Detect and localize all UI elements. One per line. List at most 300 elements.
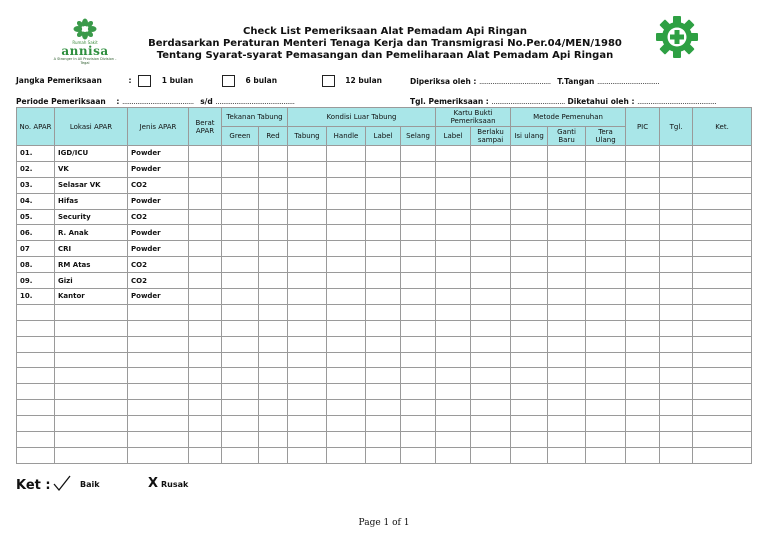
cell-no[interactable]: 03. — [17, 177, 55, 193]
cell-blank[interactable] — [660, 225, 693, 241]
cell-blank[interactable] — [401, 416, 436, 432]
cell-blank[interactable] — [288, 177, 327, 193]
cell-blank[interactable] — [586, 177, 626, 193]
cell-blank[interactable] — [548, 225, 586, 241]
cell-jenis[interactable]: CO2 — [128, 209, 189, 225]
cell-blank[interactable] — [626, 368, 660, 384]
tgl-field[interactable]: ....................................... — [491, 97, 565, 106]
cell-blank[interactable] — [366, 289, 401, 305]
cell-blank[interactable] — [366, 384, 401, 400]
cell-blank[interactable] — [327, 432, 366, 448]
cell-blank[interactable] — [259, 336, 288, 352]
cell-blank[interactable] — [366, 209, 401, 225]
cell-blank[interactable] — [660, 400, 693, 416]
cell-blank[interactable] — [222, 289, 259, 305]
cell-jenis[interactable] — [128, 400, 189, 416]
cell-blank[interactable] — [586, 225, 626, 241]
cell-blank[interactable] — [471, 273, 511, 289]
cell-jenis[interactable]: CO2 — [128, 273, 189, 289]
cell-blank[interactable] — [693, 209, 752, 225]
cell-lokasi[interactable]: Kantor — [55, 289, 128, 305]
cell-blank[interactable] — [401, 384, 436, 400]
cell-lokasi[interactable]: Security — [55, 209, 128, 225]
cell-blank[interactable] — [436, 241, 471, 257]
cell-blank[interactable] — [366, 161, 401, 177]
cell-blank[interactable] — [436, 193, 471, 209]
cell-jenis[interactable]: Powder — [128, 193, 189, 209]
cell-blank[interactable] — [401, 368, 436, 384]
cell-blank[interactable] — [660, 146, 693, 162]
cell-blank[interactable] — [511, 304, 548, 320]
cell-blank[interactable] — [511, 146, 548, 162]
cell-lokasi[interactable]: IGD/ICU — [55, 146, 128, 162]
cell-blank[interactable] — [366, 241, 401, 257]
cell-blank[interactable] — [693, 352, 752, 368]
cell-blank[interactable] — [660, 447, 693, 463]
cell-blank[interactable] — [548, 400, 586, 416]
cell-blank[interactable] — [436, 273, 471, 289]
cell-blank[interactable] — [693, 177, 752, 193]
cell-blank[interactable] — [401, 432, 436, 448]
cell-blank[interactable] — [222, 336, 259, 352]
periode-end-field[interactable]: .......................................... — [215, 97, 295, 106]
cell-no[interactable] — [17, 447, 55, 463]
cell-blank[interactable] — [693, 225, 752, 241]
cell-blank[interactable] — [327, 225, 366, 241]
cell-blank[interactable] — [401, 209, 436, 225]
cell-blank[interactable] — [660, 177, 693, 193]
cell-blank[interactable] — [259, 352, 288, 368]
cell-blank[interactable] — [327, 289, 366, 305]
cell-blank[interactable] — [259, 432, 288, 448]
cell-blank[interactable] — [660, 209, 693, 225]
cell-blank[interactable] — [693, 241, 752, 257]
cell-blank[interactable] — [189, 368, 222, 384]
cell-blank[interactable] — [548, 384, 586, 400]
cell-blank[interactable] — [660, 384, 693, 400]
cell-blank[interactable] — [626, 225, 660, 241]
cell-blank[interactable] — [327, 352, 366, 368]
cell-blank[interactable] — [436, 209, 471, 225]
diperiksa-field[interactable]: ...................................... — [479, 77, 551, 86]
cell-blank[interactable] — [693, 193, 752, 209]
cell-blank[interactable] — [660, 304, 693, 320]
cell-blank[interactable] — [401, 146, 436, 162]
cell-blank[interactable] — [222, 193, 259, 209]
cell-blank[interactable] — [693, 400, 752, 416]
cell-blank[interactable] — [660, 416, 693, 432]
cell-blank[interactable] — [288, 146, 327, 162]
cell-blank[interactable] — [288, 209, 327, 225]
cell-blank[interactable] — [586, 416, 626, 432]
cell-blank[interactable] — [222, 352, 259, 368]
cell-blank[interactable] — [222, 368, 259, 384]
tangan-field[interactable]: ................................. — [597, 77, 660, 86]
cell-blank[interactable] — [189, 400, 222, 416]
cell-blank[interactable] — [222, 384, 259, 400]
cell-lokasi[interactable] — [55, 432, 128, 448]
cell-blank[interactable] — [436, 304, 471, 320]
cell-blank[interactable] — [288, 416, 327, 432]
cell-blank[interactable] — [366, 146, 401, 162]
cell-blank[interactable] — [222, 257, 259, 273]
cell-blank[interactable] — [189, 416, 222, 432]
cell-blank[interactable] — [259, 273, 288, 289]
cell-blank[interactable] — [471, 289, 511, 305]
cell-blank[interactable] — [693, 320, 752, 336]
cell-blank[interactable] — [366, 320, 401, 336]
cell-blank[interactable] — [693, 257, 752, 273]
cell-blank[interactable] — [436, 368, 471, 384]
cell-blank[interactable] — [436, 447, 471, 463]
cell-blank[interactable] — [586, 368, 626, 384]
cell-blank[interactable] — [327, 146, 366, 162]
periode-start-field[interactable]: ...................................... — [122, 97, 194, 106]
cell-blank[interactable] — [222, 320, 259, 336]
cell-blank[interactable] — [401, 400, 436, 416]
cell-no[interactable]: 04. — [17, 193, 55, 209]
cell-blank[interactable] — [511, 384, 548, 400]
cell-blank[interactable] — [189, 177, 222, 193]
cell-blank[interactable] — [189, 336, 222, 352]
cell-lokasi[interactable]: CRI — [55, 241, 128, 257]
cell-blank[interactable] — [436, 400, 471, 416]
cell-blank[interactable] — [586, 320, 626, 336]
cell-blank[interactable] — [259, 304, 288, 320]
cell-lokasi[interactable] — [55, 368, 128, 384]
cell-blank[interactable] — [189, 304, 222, 320]
cell-blank[interactable] — [327, 241, 366, 257]
cell-blank[interactable] — [548, 161, 586, 177]
cell-blank[interactable] — [259, 241, 288, 257]
cell-blank[interactable] — [471, 209, 511, 225]
cell-blank[interactable] — [327, 193, 366, 209]
cell-jenis[interactable] — [128, 336, 189, 352]
cell-blank[interactable] — [222, 225, 259, 241]
cell-jenis[interactable] — [128, 320, 189, 336]
cell-blank[interactable] — [288, 368, 327, 384]
cell-blank[interactable] — [626, 447, 660, 463]
checkbox-1-bulan[interactable] — [138, 75, 151, 87]
cell-blank[interactable] — [222, 400, 259, 416]
cell-blank[interactable] — [189, 241, 222, 257]
cell-blank[interactable] — [660, 432, 693, 448]
cell-blank[interactable] — [436, 289, 471, 305]
cell-blank[interactable] — [401, 320, 436, 336]
cell-blank[interactable] — [471, 447, 511, 463]
cell-blank[interactable] — [586, 257, 626, 273]
cell-lokasi[interactable]: Gizi — [55, 273, 128, 289]
cell-blank[interactable] — [626, 161, 660, 177]
cell-blank[interactable] — [327, 447, 366, 463]
cell-blank[interactable] — [436, 257, 471, 273]
cell-blank[interactable] — [660, 193, 693, 209]
cell-blank[interactable] — [436, 416, 471, 432]
cell-blank[interactable] — [626, 257, 660, 273]
cell-blank[interactable] — [436, 352, 471, 368]
cell-blank[interactable] — [626, 193, 660, 209]
cell-blank[interactable] — [366, 336, 401, 352]
cell-blank[interactable] — [288, 289, 327, 305]
cell-blank[interactable] — [222, 304, 259, 320]
cell-blank[interactable] — [586, 384, 626, 400]
cell-blank[interactable] — [471, 336, 511, 352]
cell-blank[interactable] — [548, 257, 586, 273]
cell-no[interactable] — [17, 352, 55, 368]
cell-blank[interactable] — [401, 304, 436, 320]
cell-no[interactable] — [17, 336, 55, 352]
cell-blank[interactable] — [288, 432, 327, 448]
cell-blank[interactable] — [401, 177, 436, 193]
cell-blank[interactable] — [548, 304, 586, 320]
cell-lokasi[interactable] — [55, 352, 128, 368]
cell-blank[interactable] — [586, 193, 626, 209]
cell-blank[interactable] — [189, 161, 222, 177]
cell-blank[interactable] — [436, 432, 471, 448]
cell-jenis[interactable] — [128, 384, 189, 400]
cell-blank[interactable] — [693, 368, 752, 384]
cell-jenis[interactable] — [128, 368, 189, 384]
cell-no[interactable] — [17, 384, 55, 400]
cell-blank[interactable] — [189, 320, 222, 336]
cell-blank[interactable] — [327, 177, 366, 193]
cell-lokasi[interactable]: VK — [55, 161, 128, 177]
cell-blank[interactable] — [327, 416, 366, 432]
cell-blank[interactable] — [259, 384, 288, 400]
cell-blank[interactable] — [222, 161, 259, 177]
cell-blank[interactable] — [189, 384, 222, 400]
cell-blank[interactable] — [660, 241, 693, 257]
cell-blank[interactable] — [693, 161, 752, 177]
cell-blank[interactable] — [288, 225, 327, 241]
cell-blank[interactable] — [366, 432, 401, 448]
cell-blank[interactable] — [259, 209, 288, 225]
cell-blank[interactable] — [288, 257, 327, 273]
cell-blank[interactable] — [626, 273, 660, 289]
cell-blank[interactable] — [511, 336, 548, 352]
cell-jenis[interactable]: Powder — [128, 161, 189, 177]
cell-no[interactable]: 08. — [17, 257, 55, 273]
cell-blank[interactable] — [548, 209, 586, 225]
cell-blank[interactable] — [366, 177, 401, 193]
cell-blank[interactable] — [471, 352, 511, 368]
cell-jenis[interactable] — [128, 352, 189, 368]
cell-blank[interactable] — [471, 416, 511, 432]
cell-blank[interactable] — [660, 336, 693, 352]
cell-blank[interactable] — [189, 193, 222, 209]
cell-no[interactable] — [17, 368, 55, 384]
cell-blank[interactable] — [586, 273, 626, 289]
cell-lokasi[interactable]: R. Anak — [55, 225, 128, 241]
cell-blank[interactable] — [626, 352, 660, 368]
cell-blank[interactable] — [586, 209, 626, 225]
cell-blank[interactable] — [288, 241, 327, 257]
cell-blank[interactable] — [511, 225, 548, 241]
cell-blank[interactable] — [626, 209, 660, 225]
cell-blank[interactable] — [259, 177, 288, 193]
cell-blank[interactable] — [222, 209, 259, 225]
cell-blank[interactable] — [626, 289, 660, 305]
cell-blank[interactable] — [548, 352, 586, 368]
cell-no[interactable] — [17, 400, 55, 416]
cell-blank[interactable] — [548, 447, 586, 463]
cell-blank[interactable] — [548, 289, 586, 305]
cell-blank[interactable] — [586, 289, 626, 305]
cell-blank[interactable] — [511, 352, 548, 368]
cell-no[interactable] — [17, 320, 55, 336]
cell-blank[interactable] — [548, 241, 586, 257]
cell-blank[interactable] — [259, 368, 288, 384]
cell-blank[interactable] — [366, 447, 401, 463]
cell-blank[interactable] — [366, 257, 401, 273]
cell-blank[interactable] — [288, 273, 327, 289]
cell-blank[interactable] — [693, 146, 752, 162]
cell-blank[interactable] — [511, 241, 548, 257]
cell-blank[interactable] — [259, 400, 288, 416]
cell-blank[interactable] — [401, 241, 436, 257]
cell-blank[interactable] — [660, 352, 693, 368]
cell-no[interactable] — [17, 432, 55, 448]
cell-blank[interactable] — [222, 416, 259, 432]
cell-blank[interactable] — [586, 336, 626, 352]
cell-blank[interactable] — [471, 241, 511, 257]
cell-blank[interactable] — [189, 225, 222, 241]
cell-blank[interactable] — [327, 273, 366, 289]
cell-blank[interactable] — [259, 225, 288, 241]
checkbox-6-bulan[interactable] — [222, 75, 235, 87]
cell-blank[interactable] — [511, 177, 548, 193]
cell-blank[interactable] — [471, 161, 511, 177]
cell-blank[interactable] — [189, 289, 222, 305]
cell-blank[interactable] — [189, 146, 222, 162]
cell-blank[interactable] — [471, 225, 511, 241]
cell-blank[interactable] — [366, 273, 401, 289]
cell-blank[interactable] — [259, 146, 288, 162]
cell-blank[interactable] — [189, 447, 222, 463]
cell-no[interactable]: 09. — [17, 273, 55, 289]
cell-blank[interactable] — [436, 161, 471, 177]
cell-blank[interactable] — [366, 416, 401, 432]
cell-lokasi[interactable]: RM Atas — [55, 257, 128, 273]
cell-blank[interactable] — [660, 320, 693, 336]
cell-no[interactable] — [17, 304, 55, 320]
cell-blank[interactable] — [288, 400, 327, 416]
cell-no[interactable] — [17, 416, 55, 432]
cell-blank[interactable] — [327, 384, 366, 400]
cell-blank[interactable] — [288, 336, 327, 352]
cell-blank[interactable] — [288, 352, 327, 368]
cell-blank[interactable] — [436, 146, 471, 162]
cell-blank[interactable] — [660, 257, 693, 273]
cell-blank[interactable] — [511, 320, 548, 336]
cell-blank[interactable] — [401, 289, 436, 305]
cell-no[interactable]: 10. — [17, 289, 55, 305]
cell-blank[interactable] — [548, 336, 586, 352]
cell-blank[interactable] — [548, 273, 586, 289]
cell-blank[interactable] — [259, 289, 288, 305]
cell-blank[interactable] — [471, 400, 511, 416]
cell-blank[interactable] — [693, 432, 752, 448]
cell-blank[interactable] — [189, 432, 222, 448]
cell-blank[interactable] — [288, 161, 327, 177]
cell-blank[interactable] — [471, 193, 511, 209]
cell-blank[interactable] — [259, 416, 288, 432]
cell-blank[interactable] — [626, 146, 660, 162]
cell-no[interactable]: 01. — [17, 146, 55, 162]
cell-blank[interactable] — [548, 432, 586, 448]
cell-blank[interactable] — [511, 400, 548, 416]
cell-blank[interactable] — [222, 146, 259, 162]
cell-jenis[interactable]: CO2 — [128, 177, 189, 193]
cell-blank[interactable] — [471, 177, 511, 193]
cell-blank[interactable] — [693, 416, 752, 432]
cell-blank[interactable] — [259, 447, 288, 463]
cell-jenis[interactable]: Powder — [128, 225, 189, 241]
cell-blank[interactable] — [626, 416, 660, 432]
cell-blank[interactable] — [259, 320, 288, 336]
cell-jenis[interactable] — [128, 447, 189, 463]
cell-blank[interactable] — [586, 432, 626, 448]
cell-blank[interactable] — [288, 447, 327, 463]
cell-blank[interactable] — [626, 400, 660, 416]
cell-lokasi[interactable] — [55, 384, 128, 400]
cell-blank[interactable] — [626, 384, 660, 400]
cell-blank[interactable] — [586, 400, 626, 416]
cell-jenis[interactable]: Powder — [128, 146, 189, 162]
cell-blank[interactable] — [436, 320, 471, 336]
cell-jenis[interactable]: Powder — [128, 241, 189, 257]
cell-blank[interactable] — [259, 193, 288, 209]
cell-blank[interactable] — [327, 257, 366, 273]
cell-jenis[interactable] — [128, 432, 189, 448]
cell-blank[interactable] — [436, 336, 471, 352]
cell-blank[interactable] — [189, 273, 222, 289]
cell-blank[interactable] — [586, 146, 626, 162]
cell-blank[interactable] — [586, 304, 626, 320]
diketahui-field[interactable]: .......................................... — [637, 97, 717, 106]
cell-blank[interactable] — [626, 432, 660, 448]
cell-blank[interactable] — [586, 241, 626, 257]
cell-jenis[interactable] — [128, 416, 189, 432]
cell-blank[interactable] — [222, 177, 259, 193]
cell-no[interactable]: 07 — [17, 241, 55, 257]
cell-blank[interactable] — [586, 447, 626, 463]
cell-blank[interactable] — [511, 161, 548, 177]
cell-blank[interactable] — [511, 432, 548, 448]
cell-blank[interactable] — [288, 320, 327, 336]
cell-blank[interactable] — [288, 193, 327, 209]
cell-blank[interactable] — [436, 384, 471, 400]
cell-blank[interactable] — [660, 161, 693, 177]
cell-blank[interactable] — [660, 273, 693, 289]
cell-blank[interactable] — [548, 146, 586, 162]
cell-blank[interactable] — [288, 304, 327, 320]
checkbox-12-bulan[interactable] — [322, 75, 335, 87]
cell-lokasi[interactable] — [55, 416, 128, 432]
cell-blank[interactable] — [366, 193, 401, 209]
cell-lokasi[interactable] — [55, 304, 128, 320]
cell-blank[interactable] — [471, 320, 511, 336]
cell-blank[interactable] — [327, 400, 366, 416]
cell-blank[interactable] — [511, 193, 548, 209]
cell-blank[interactable] — [471, 304, 511, 320]
cell-blank[interactable] — [222, 432, 259, 448]
cell-blank[interactable] — [693, 273, 752, 289]
cell-blank[interactable] — [548, 177, 586, 193]
cell-blank[interactable] — [548, 193, 586, 209]
cell-blank[interactable] — [327, 209, 366, 225]
cell-blank[interactable] — [511, 257, 548, 273]
